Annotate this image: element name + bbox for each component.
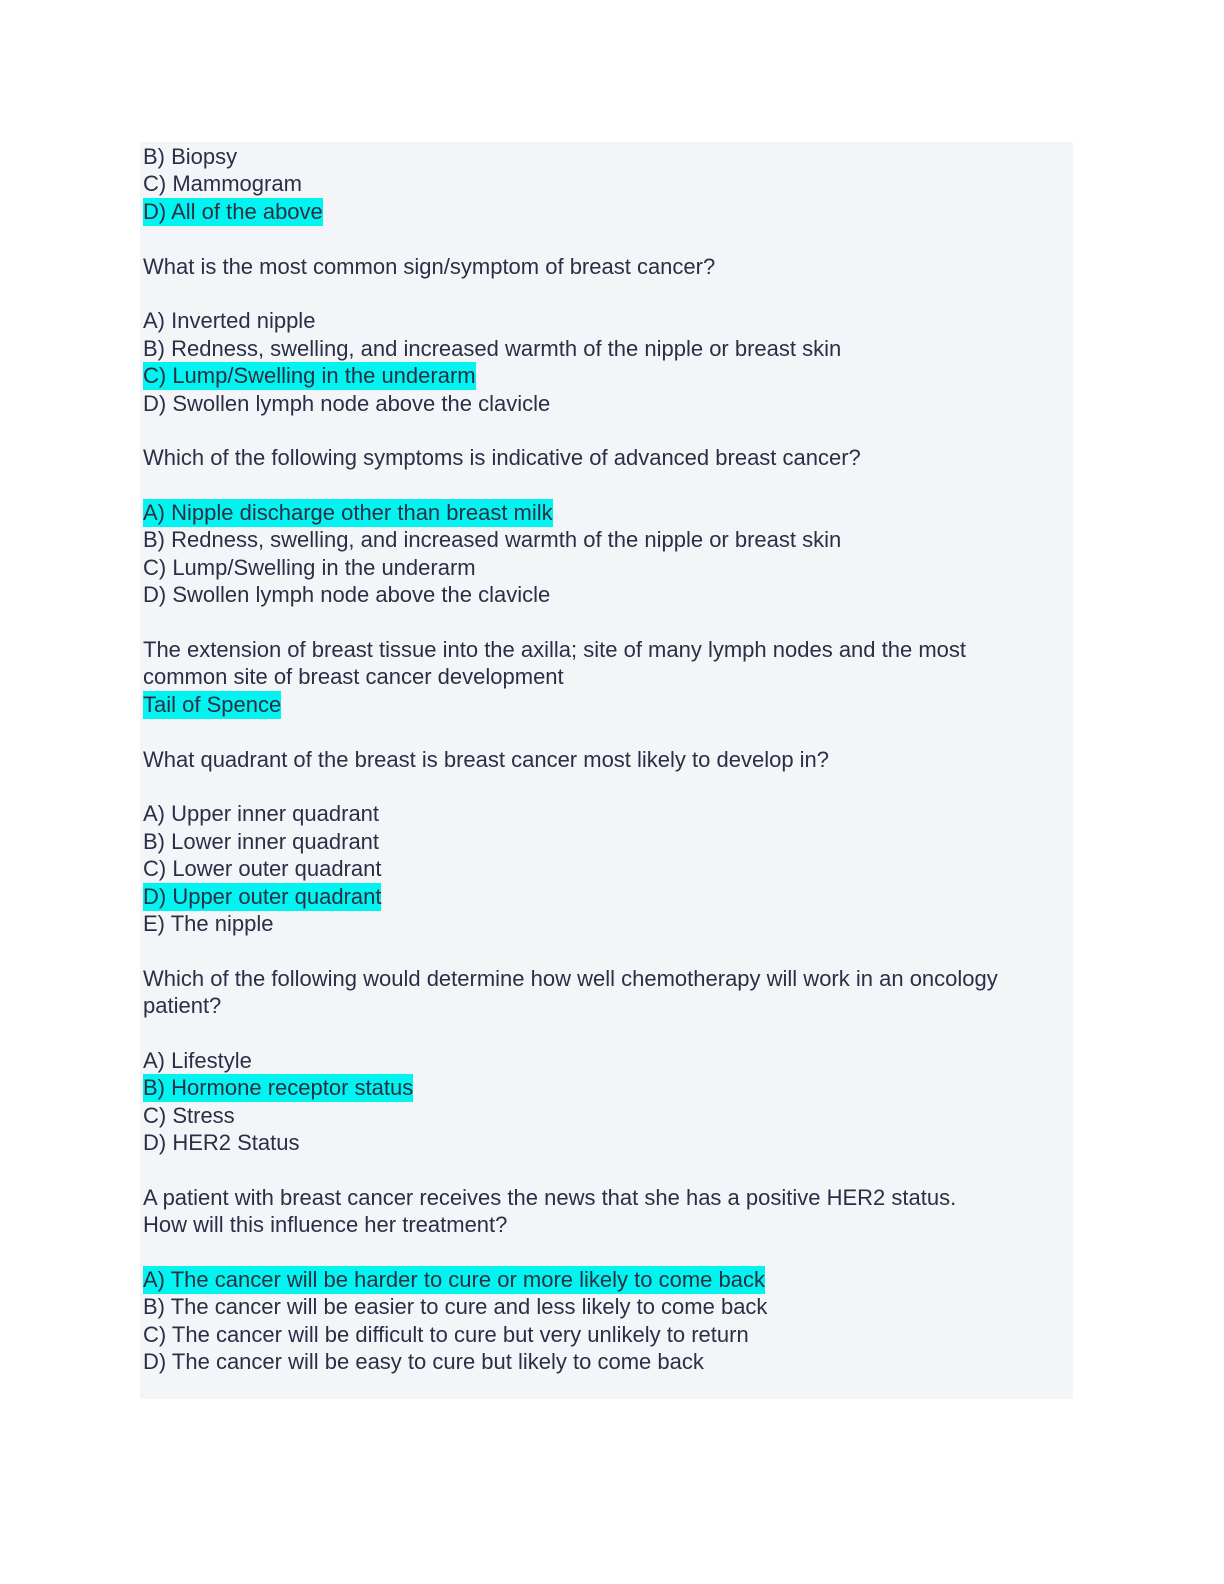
question-text-continued: patient?	[143, 993, 222, 1019]
option-text: A) Lifestyle	[143, 1047, 252, 1073]
document-content	[143, 143, 1069, 1376]
question-text: A patient with breast cancer receives the news that she has a positive HER2 status.	[143, 1184, 957, 1210]
option-text: B) The cancer will be easier to cure and less likely to come back	[143, 1294, 768, 1320]
option-line	[143, 390, 1069, 417]
highlighted-answer: A) The cancer will be harder to cure or more likely to come back	[143, 1267, 765, 1293]
option-line	[143, 828, 1069, 855]
highlighted-answer: C) Lump/Swelling in the underarm	[143, 363, 476, 389]
option-line	[143, 1047, 1069, 1074]
option-line	[143, 307, 1069, 334]
option-line-answer	[143, 1074, 1069, 1101]
option-line	[143, 170, 1069, 197]
option-line-answer	[143, 362, 1069, 389]
option-line-answer	[143, 198, 1069, 225]
option-line	[143, 581, 1069, 608]
question-text: Which of the following would determine how well chemotherapy will work in an oncology	[143, 965, 998, 991]
option-line	[143, 526, 1069, 553]
option-text: B) Lower inner quadrant	[143, 828, 380, 854]
option-text: D) The cancer will be easy to cure but likely to come back	[143, 1349, 704, 1375]
option-line	[143, 1102, 1069, 1129]
option-line-answer	[143, 883, 1069, 910]
option-text: B) Biopsy	[143, 144, 238, 169]
question-text-continued: common site of breast cancer development	[143, 664, 564, 690]
question-text-continued: How will this influence her treatment?	[143, 1212, 508, 1238]
question-text: The extension of breast tissue into the axilla; site of many lymph nodes and the most	[143, 637, 967, 663]
option-line	[143, 554, 1069, 581]
option-text: C) Lump/Swelling in the underarm	[143, 554, 476, 580]
option-text: C) Lower outer quadrant	[143, 856, 382, 882]
option-text: C) Mammogram	[143, 171, 302, 197]
question-text: Which of the following symptoms is indicative of advanced breast cancer?	[143, 445, 861, 471]
option-line-answer	[143, 1266, 1069, 1293]
option-line	[143, 1293, 1069, 1320]
option-text: A) Inverted nipple	[143, 308, 316, 334]
option-line	[143, 1348, 1069, 1375]
highlighted-answer: B) Hormone receptor status	[143, 1075, 414, 1101]
option-line	[143, 143, 1069, 170]
option-text: D) HER2 Status	[143, 1130, 300, 1156]
option-line-answer	[143, 691, 1069, 718]
option-line-answer	[143, 499, 1069, 526]
option-text: B) Redness, swelling, and increased warmth of the nipple or breast skin	[143, 527, 842, 553]
highlighted-answer: D) Upper outer quadrant	[143, 883, 382, 909]
option-line	[143, 1321, 1069, 1348]
option-line	[143, 1129, 1069, 1156]
option-text: C) Stress	[143, 1102, 235, 1128]
option-text: C) The cancer will be difficult to cure but very unlikely to return	[143, 1321, 749, 1347]
highlighted-answer: A) Nipple discharge other than breast milk	[143, 500, 553, 526]
option-text: D) Swollen lymph node above the clavicle	[143, 582, 551, 608]
option-line	[143, 855, 1069, 882]
option-text: D) Swollen lymph node above the clavicle	[143, 390, 551, 416]
question-text: What quadrant of the breast is breast cancer most likely to develop in?	[143, 746, 830, 772]
option-text: E) The nipple	[143, 910, 274, 936]
option-text: A) Upper inner quadrant	[143, 801, 380, 827]
option-line	[143, 335, 1069, 362]
option-line	[143, 910, 1069, 937]
question-text: What is the most common sign/symptom of breast cancer?	[143, 253, 716, 279]
highlighted-answer: D) All of the above	[143, 198, 323, 224]
option-text: B) Redness, swelling, and increased warmth of the nipple or breast skin	[143, 335, 842, 361]
highlighted-answer: Tail of Spence	[143, 691, 282, 717]
option-line	[143, 800, 1069, 827]
